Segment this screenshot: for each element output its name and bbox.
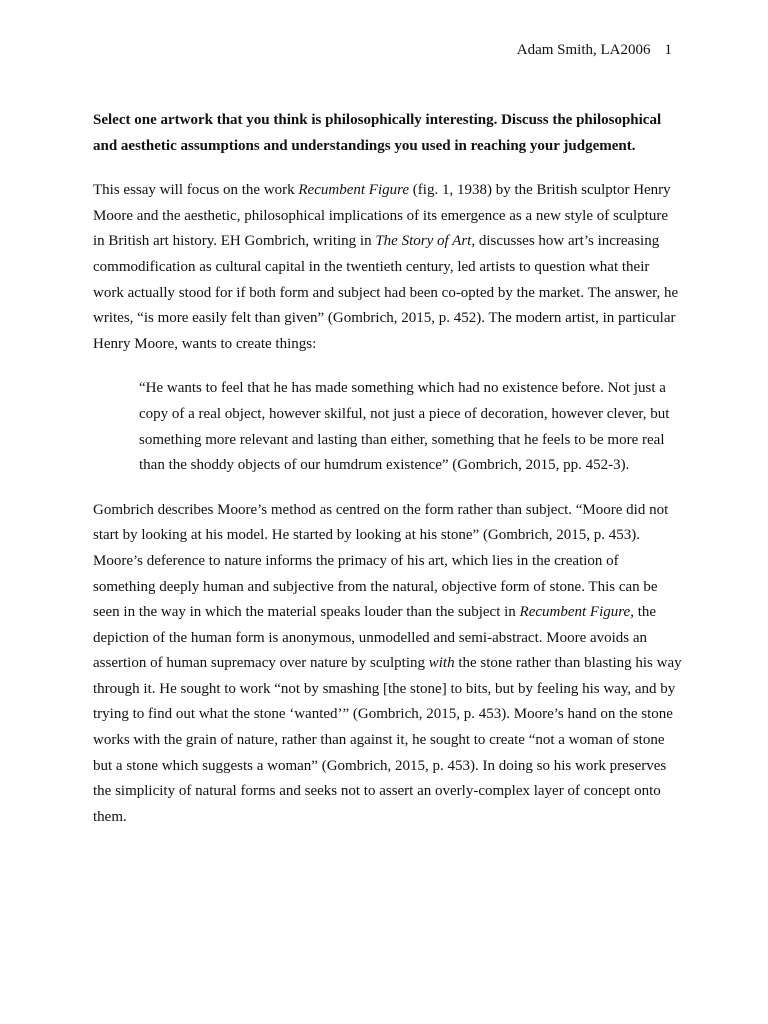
running-header xyxy=(517,42,672,59)
emphasis-word: with xyxy=(428,655,455,672)
paragraph-text: , the depiction of the human form is anonymous, unmodelled and semi-abstract. Moore avoids an assertion of human supremacy over nature by sculpting xyxy=(93,604,657,672)
block-quote: “He wants to feel that he has made something which had no existence before. Not just a copy of a real object, however skilful, not just a piece of decoration, however clever, but something more relevant and lasting than either, something that he feels to be more real than the shoddy objects of our humdrum existence” (Gombrich, 2015, pp. 452-3). xyxy=(139,380,670,474)
essay-question: Select one artwork that you think is philosophically interesting. Discuss the philosophical and aesthetic assumptions and understandings you used in reaching your judgement. xyxy=(93,112,662,154)
paragraph-text: discusses how art’s increasing commodification as cultural capital in the twentieth century, led artists to question what their work actually stood for if both form and subject had been co-opted by the market. The answer, he writes, “is more easily felt than given” (Gombrich, 2015, p. 452). The modern artist, in particular Henry Moore, wants to create things: xyxy=(93,233,679,352)
header-author: Adam Smith, LA2006 xyxy=(516,42,651,58)
book-title: The Story of Art, xyxy=(375,233,476,250)
paragraph-text: Gombrich describes Moore’s method as centred on the form rather than subject. “Moore did not start by looking at his model. He started by looking at his stone” (Gombrich, 2015, p. 453). Moore’s deference to nature informs the primacy of his art, which lies in the creation of something deeply human and subjective from the natural, objective form of stone. This can be seen in the way in which the material speaks louder than the subject in xyxy=(93,501,669,621)
paragraph-text: (fig. 1, 1938) by the British sculptor Henry Moore and the aesthetic, philosophical implications of its emergence as a new style of sculpture in British art history. EH Gombrich, writing in xyxy=(93,182,671,250)
paragraph-text: This essay will focus on the work xyxy=(93,182,299,199)
paragraph-text: the stone rather than blasting his way through it. He sought to work “not by smashing [the stone] to bits, but by feeling his way, and by trying to find out what the stone ‘wanted’” (Gombrich, 2015, p. 453). Moore’s hand on the stone works with the grain of nature, rather than against it, he sought to create “not a woman of stone but a stone which suggests a woman” (Gombrich, 2015, p. 453). In doing so his work preserves the simplicity of natural forms and seeks not to assert an overly-complex layer of concept onto them. xyxy=(93,655,682,825)
artwork-title: Recumbent Figure xyxy=(298,182,410,199)
page-number: 1 xyxy=(664,42,672,58)
paragraph-method xyxy=(93,498,683,831)
essay-body xyxy=(93,108,683,849)
paragraph-intro xyxy=(93,178,683,357)
artwork-title: Recumbent Figure xyxy=(519,604,631,621)
